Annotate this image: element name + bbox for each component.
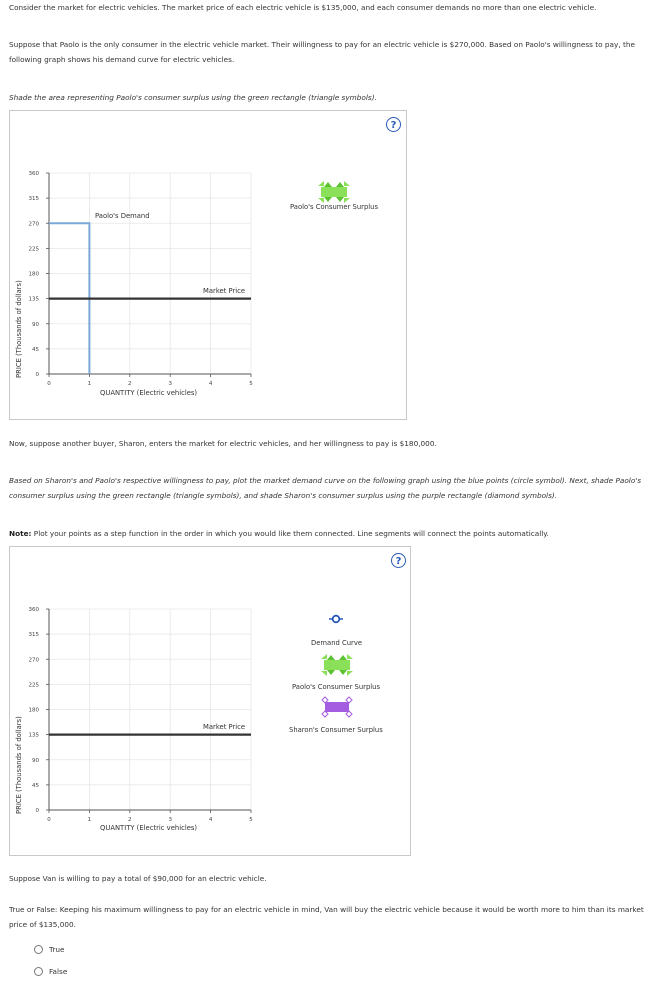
y-tick-label: 90: [32, 321, 39, 328]
option-label: False: [49, 966, 68, 976]
y-tick-label: 270: [28, 657, 39, 664]
demand-curve-label: Paolo's Demand: [95, 212, 150, 220]
instruction-paragraph-1: Shade the area representing Paolo's consumer surplus using the green rectangle (triangle symbols).: [9, 93, 377, 102]
purple-rectangle-icon[interactable]: [322, 697, 352, 717]
market-price-label: Market Price: [203, 287, 246, 295]
y-tick-label: 270: [28, 221, 39, 228]
market-price-label: Market Price: [203, 723, 246, 731]
legend-label-paolo-surplus: Paolo's Consumer Surplus: [290, 203, 379, 211]
y-axis-label: PRICE (Thousands of dollars): [15, 716, 23, 814]
x-tick-label: 1: [87, 381, 92, 387]
x-tick-label: 0: [47, 381, 51, 387]
note-text: Plot your points as a step function in the order in which you would like them connected. Line segments will connect the points automatically.: [31, 529, 549, 538]
x-tick-label: 4: [208, 817, 213, 823]
y-tick-label: 90: [32, 757, 39, 764]
radio-button[interactable]: [34, 967, 43, 976]
option-label: True: [49, 944, 65, 954]
graph1-panel: [9, 110, 407, 420]
x-tick-label: 3: [168, 817, 172, 823]
x-tick-label: 2: [128, 817, 132, 823]
blue-circle-point-icon[interactable]: [329, 616, 343, 623]
option-false[interactable]: [34, 964, 67, 978]
x-tick-label: 5: [249, 381, 253, 387]
legend-label-paolo-surplus: Paolo's Consumer Surplus: [292, 683, 381, 691]
y-tick-label: 180: [28, 271, 39, 278]
green-rectangle-icon[interactable]: [318, 181, 350, 203]
paragraph-sharon-enters: Now, suppose another buyer, Sharon, enters the market for electric vehicles, and her willingness to pay is $180,000.: [9, 439, 437, 448]
legend-label-demand-curve: Demand Curve: [311, 639, 363, 647]
x-tick-label: 0: [47, 817, 51, 823]
option-true[interactable]: [34, 942, 65, 956]
intro-paragraph-1: Consider the market for electric vehicles. The market price of each electric vehicle is $135,000, and each consumer demands no more than one electric vehicle.: [9, 3, 597, 12]
help-icon[interactable]: ?: [386, 117, 401, 132]
y-tick-label: 360: [28, 171, 39, 177]
y-tick-label: 0: [35, 808, 39, 814]
y-tick-label: 225: [28, 682, 39, 689]
y-tick-label: 135: [28, 296, 39, 303]
y-tick-label: 180: [28, 707, 39, 714]
x-tick-label: 3: [168, 381, 172, 387]
y-tick-label: 315: [28, 196, 39, 203]
graph2-panel: [9, 546, 411, 856]
x-axis-label: QUANTITY (Electric vehicles): [100, 824, 198, 832]
note-paragraph: [9, 526, 644, 541]
y-tick-label: 0: [35, 372, 39, 378]
y-tick-label: 45: [32, 346, 39, 353]
help-icon[interactable]: ?: [391, 553, 406, 568]
x-tick-label: 1: [87, 817, 92, 823]
y-tick-label: 315: [28, 632, 39, 639]
question-text: True or False: Keeping his maximum willingness to pay for an electric vehicle in mind, Van will buy the electric vehicle because it would be worth more to him than its market price of $135,000.: [9, 905, 644, 929]
x-axis-label: QUANTITY (Electric vehicles): [100, 389, 198, 397]
legend-label-sharon-surplus: Sharon's Consumer Surplus: [289, 726, 383, 734]
green-rectangle-icon[interactable]: [321, 654, 353, 676]
graph2-chart[interactable]: [10, 547, 410, 855]
x-tick-label: 5: [249, 817, 253, 823]
x-tick-label: 2: [128, 381, 132, 387]
y-axis-label: PRICE (Thousands of dollars): [15, 280, 23, 378]
note-label: Note:: [9, 529, 32, 538]
y-tick-label: 225: [28, 246, 39, 253]
radio-button[interactable]: [34, 945, 43, 954]
y-tick-label: 45: [32, 782, 39, 789]
y-tick-label: 135: [28, 732, 39, 739]
graph1-chart[interactable]: [10, 111, 406, 419]
instruction-paragraph-2: Based on Sharon's and Paolo's respective willingness to pay, plot the market demand curve on the following graph using the blue points (circle symbol). Next, shade Paolo's consumer surplus using the green rectangle (triangle symbols), and shade Sharon's consumer surplus using the purple rectangle (diamond symbols).: [9, 476, 642, 500]
intro-paragraph-2: Suppose that Paolo is the only consumer in the electric vehicle market. Their willingness to pay for an electric vehicle is $270,000. Based on Paolo's willingness to pay, the following graph shows his demand curve for electric vehicles.: [9, 40, 635, 64]
y-tick-label: 360: [28, 607, 39, 613]
paragraph-van: Suppose Van is willing to pay a total of $90,000 for an electric vehicle.: [9, 874, 267, 883]
x-tick-label: 4: [208, 381, 213, 387]
